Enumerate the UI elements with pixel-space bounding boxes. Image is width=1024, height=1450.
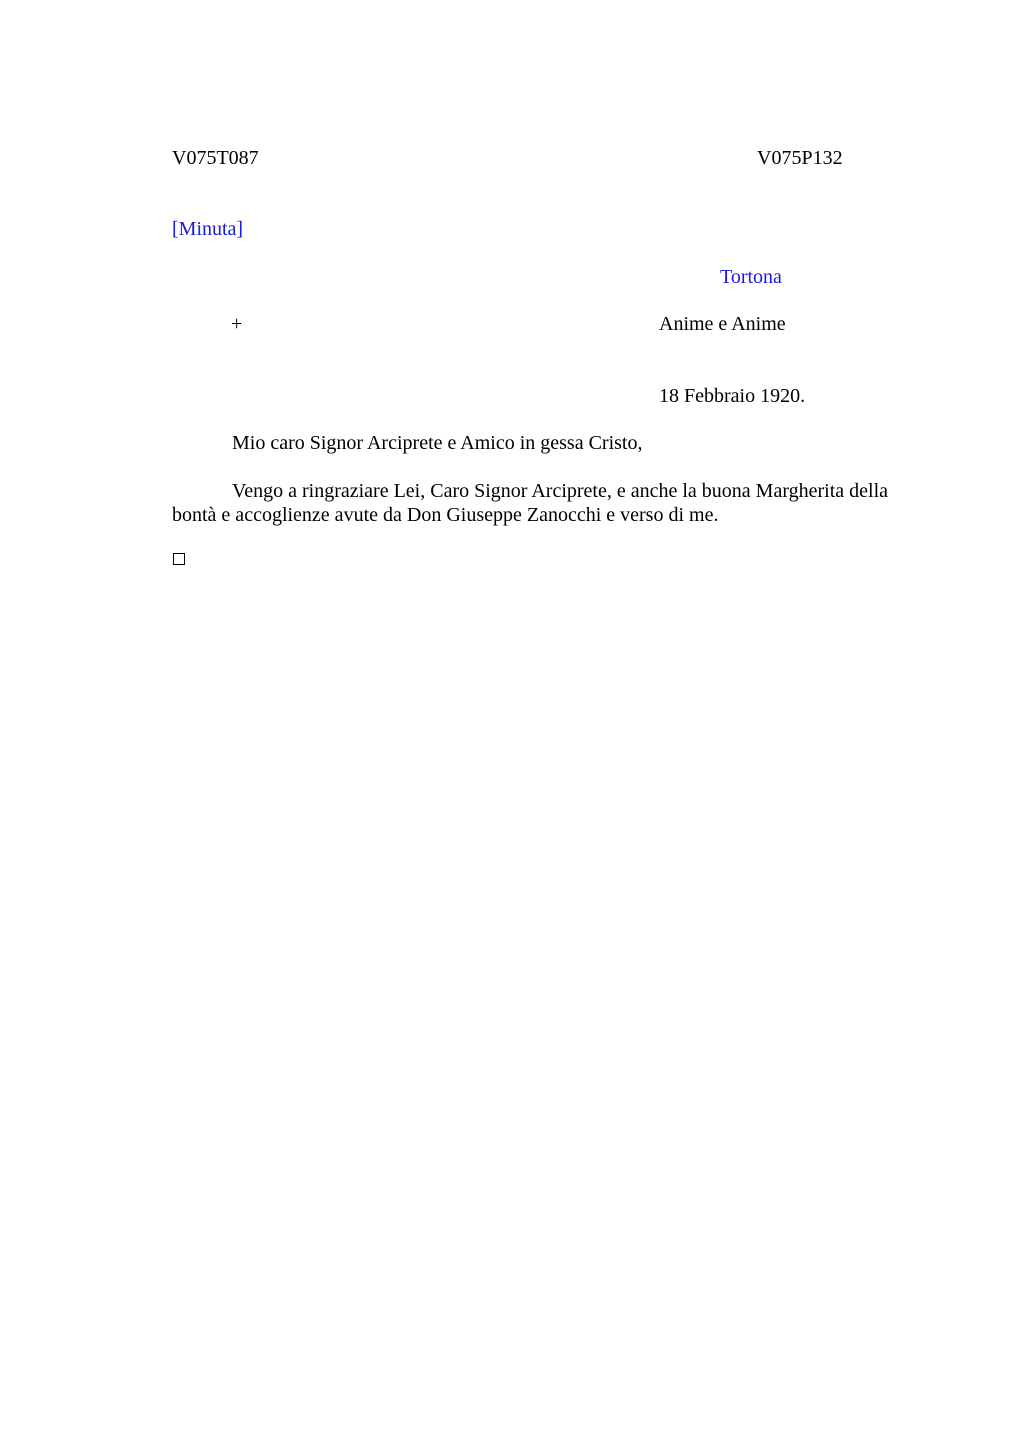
letter-salutation: Mio caro Signor Arciprete e Amico in gessa Cristo, [232, 432, 643, 454]
cross-symbol: + [231, 313, 243, 335]
letter-place: Tortona [720, 266, 782, 288]
letter-date: 18 Febbraio 1920. [659, 385, 806, 407]
archive-reference-right: V075P132 [757, 147, 843, 169]
draft-label: [Minuta] [172, 218, 244, 240]
letter-body-paragraph: Vengo a ringraziare Lei, Caro Signor Arciprete, e anche la buona Margherita della bontà e accoglienze avute da Don Giuseppe Zanocchi e verso di me. [172, 480, 889, 526]
square-outline-icon [173, 553, 185, 565]
letter-motto: Anime e Anime [659, 313, 786, 335]
archive-reference-left: V075T087 [172, 147, 259, 169]
